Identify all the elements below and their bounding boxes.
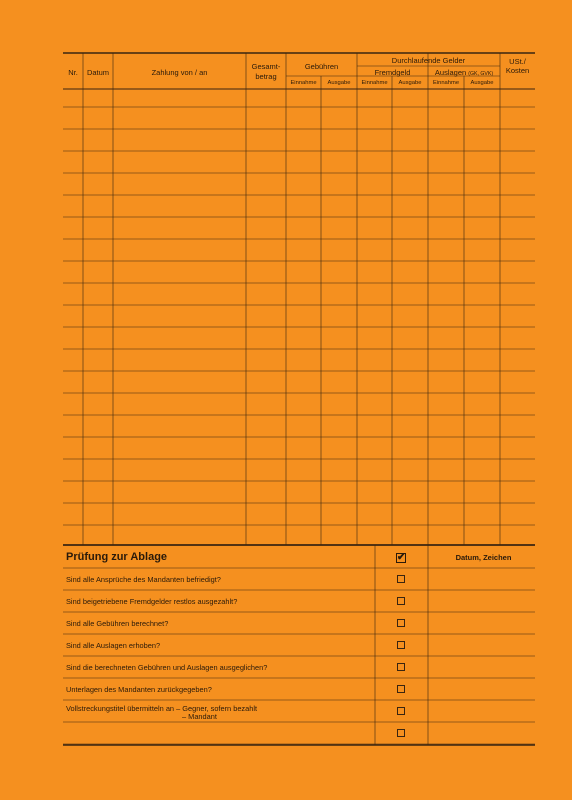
header-gesamt-line1: Gesamt- xyxy=(251,62,281,71)
header-nr: Nr. xyxy=(68,68,78,77)
header-ust-line1: USt./ xyxy=(509,57,526,66)
question-unterlagen: Unterlagen des Mandanten zurückgegeben? xyxy=(66,685,212,694)
question-fremdgelder: Sind beigetriebene Fremdgelder restlos ausgezahlt? xyxy=(66,597,238,606)
header-ust-line2: Kosten xyxy=(505,66,530,75)
header-auslagen: Auslagen (GK, GVK) xyxy=(434,68,494,77)
section-title: Prüfung zur Ablage xyxy=(66,551,168,563)
checkbox-vollstreckung[interactable] xyxy=(397,707,405,715)
header-datum: Datum xyxy=(86,68,110,77)
checkbox-ansprueche[interactable] xyxy=(397,575,405,583)
checkbox-unterlagen[interactable] xyxy=(397,685,405,693)
question-ausgeglichen: Sind die berechneten Gebühren und Auslagen ausgeglichen? xyxy=(66,663,268,672)
checkbox-fremdgelder[interactable] xyxy=(397,597,405,605)
header-durchlaufende: Durchlaufende Gelder xyxy=(391,56,466,65)
subheader-auslagen-einnahme: Einnahme xyxy=(432,80,460,86)
subheader-auslagen-ausgabe: Ausgabe xyxy=(470,80,494,86)
question-auslagen: Sind alle Auslagen erhoben? xyxy=(66,641,161,650)
datum-zeichen-label: Datum, Zeichen xyxy=(455,553,512,562)
subheader-gebuehren-ausgabe: Ausgabe xyxy=(327,80,351,86)
subheader-gebuehren-einnahme: Einnahme xyxy=(290,80,317,86)
checkbox-gebuehren[interactable] xyxy=(397,619,405,627)
question-ansprueche: Sind alle Ansprüche des Mandanten befriedigt? xyxy=(66,575,221,584)
check-mark-icon: ✔ xyxy=(397,552,406,563)
checkbox-auslagen[interactable] xyxy=(397,641,405,649)
question-gebuehren: Sind alle Gebühren berechnet? xyxy=(66,619,169,628)
header-gesamt-line2: betrag xyxy=(255,72,277,81)
checkbox-extra[interactable] xyxy=(397,729,405,737)
header-zahlung: Zahlung von / an xyxy=(151,68,208,77)
question-vollstreckung: Vollstreckungstitel übermitteln an – Gegner, sofern bezahlt xyxy=(66,704,258,713)
subheader-fremdgeld-ausgabe: Ausgabe xyxy=(398,80,422,86)
header-fremdgeld: Fremdgeld xyxy=(374,68,411,77)
vollstreckung-option-mandant: – Mandant xyxy=(182,712,217,721)
header-gebuehren: Gebühren xyxy=(304,62,339,71)
checkbox-ausgeglichen[interactable] xyxy=(397,663,405,671)
subheader-fremdgeld-einnahme: Einnahme xyxy=(361,80,388,86)
